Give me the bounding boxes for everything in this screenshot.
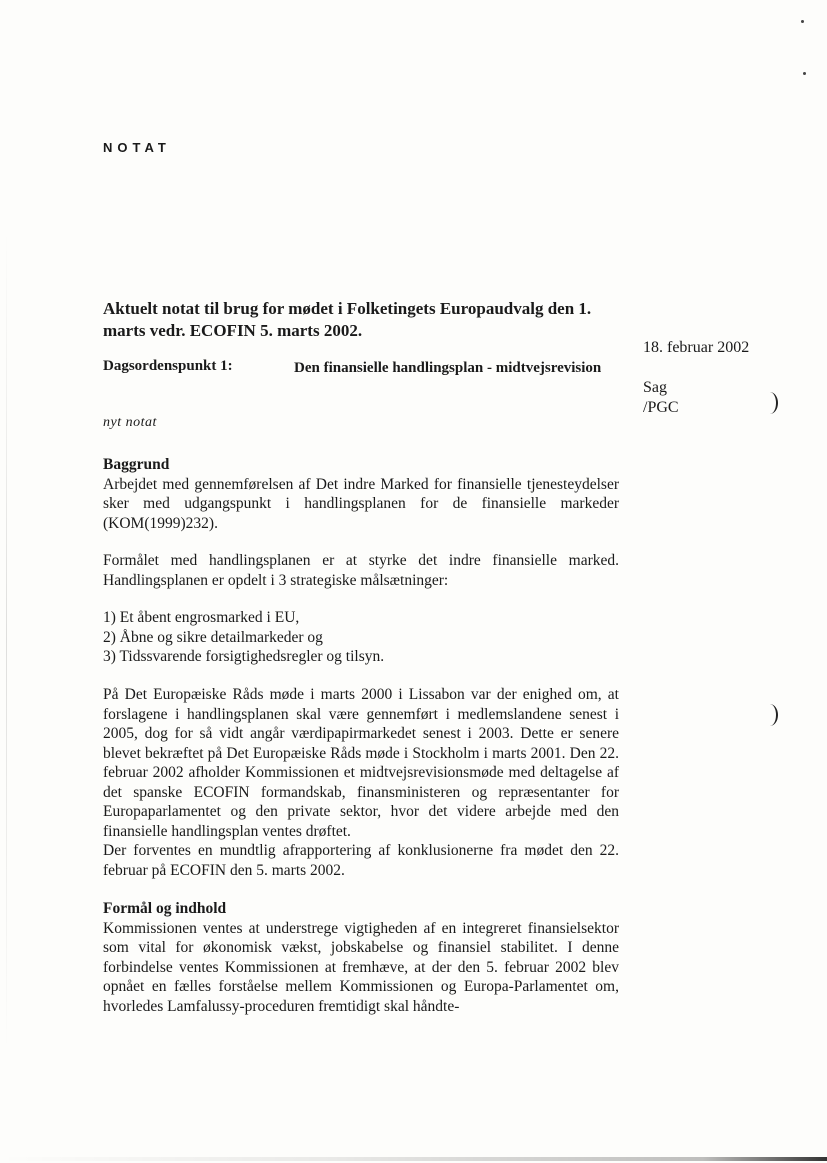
goals-list (103, 608, 619, 667)
paragraph-formaal-1: Kommissionen ventes at understrege vigtigheden af en integreret finansielsektor som vital for økonomisk vækst, jobskabelse og finansiel stabilitet. I denne forbindelse ventes Kommissionen at fremhæve, at der den 5. februar 2002 blev opnået en fælles forståelse mellem Kommissionen og Europa-Parlamentet om, hvorledes Lamfalussy-proceduren fremtidigt skal håndte- (103, 919, 619, 1015)
paragraph-baggrund-1: Arbejdet med gennemførelsen af Det indre Marked for finansielle tjenesteydelser sker med udgangspunkt i handlingsplanen for de finansielle markeder (KOM(1999)232). (103, 475, 619, 532)
section-heading-baggrund: Baggrund (103, 456, 170, 473)
document-date: 18. februar 2002 (643, 339, 750, 356)
paragraph-baggrund-4: Der forventes en mundtlig afrapportering af konklusionerne fra mødet den 22. februar på ECOFIN den 5. marts 2002. (103, 842, 619, 879)
scan-speck (803, 72, 806, 75)
section-heading-formaal: Formål og indhold (103, 900, 227, 917)
section-formaal (103, 899, 619, 1016)
document-title: Aktuelt notat til brug for mødet i Folketingets Europaudvalg den 1. marts vedr. ECOFIN 5. marts 2002. (103, 299, 592, 340)
case-reference (643, 378, 679, 418)
goal-item-3: 3) Tidssvarende forsigtighedsregler og tilsyn. (103, 648, 385, 665)
status-note: nyt notat (103, 415, 157, 430)
document-type-label: NOTAT (103, 140, 171, 155)
case-label: Sag (643, 379, 667, 396)
agenda-item-label: Dagsordenspunkt 1: (103, 358, 233, 374)
paragraph-baggrund-2: Formålet med handlingsplanen er at styrke det indre finansielle marked. Handlingsplanen er opdelt i 3 strategiske målsætninger: (103, 552, 619, 589)
binder-hole-mark (762, 392, 778, 414)
scan-speck (801, 20, 804, 23)
scan-page-edge (6, 230, 7, 1050)
section-baggrund (103, 455, 619, 533)
scan-bottom-edge (0, 1157, 827, 1161)
agenda-item-text: Den finansielle handlingsplan - midtvejsrevision (294, 360, 602, 376)
paragraph-baggrund-3: På Det Europæiske Råds møde i marts 2000 i Lissabon var der enighed om, at forslagene i handlingsplanen skal være gennemført i medlemslandene senest i 2005, dog for så vidt angår værdipapirmarkedet senest i 2003. Dette er senere blevet bekræftet på Det Europæiske Råds møde i Stockholm i marts 2001. Den 22. februar 2002 afholder Kommissionen et midtvejsrevisionsmøde med deltagelse af det spanske ECOFIN formandskab, finansministeren og repræsentanter for Europaparlamentet og den private sektor, hvor det videre arbejde med den finansielle handlingsplan ventes drøftet. (103, 686, 619, 840)
goal-item-1: 1) Et åbent engrosmarked i EU, (103, 609, 300, 626)
goal-item-2: 2) Åbne og sikre detailmarkeder og (103, 628, 323, 646)
binder-hole-mark (762, 704, 778, 726)
author-initials: /PGC (643, 399, 679, 416)
